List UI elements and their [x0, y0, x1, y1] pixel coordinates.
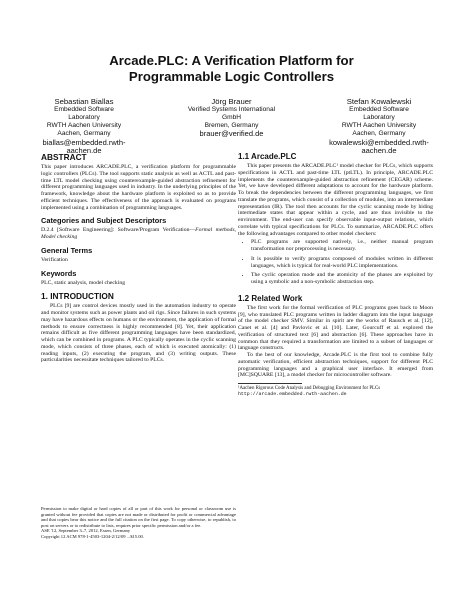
- author-affiliation: RWTH Aachen University: [341, 122, 417, 130]
- author-affiliation: Embedded Software: [349, 106, 409, 114]
- keywords-heading: Keywords: [41, 268, 77, 278]
- footnote: [238, 386, 433, 398]
- title-line-1: Arcade.PLC: A Verification Platform for: [109, 53, 354, 68]
- list-item: • PLC programs are supported natively, i.e., neither manual program transformation nor preprocessing is necessary.: [251, 239, 433, 253]
- author-affiliation: RWTH Aachen University: [46, 122, 122, 130]
- permission-notice: [41, 506, 236, 539]
- intro-heading: 1. INTRODUCTION: [41, 291, 114, 302]
- author-3: [309, 97, 449, 156]
- author-1: [14, 97, 154, 156]
- author-email: biallas@embedded.rwth-: [42, 137, 126, 147]
- author-email: aachen.de: [361, 146, 397, 156]
- author-email: kowalewski@embedded.rwth-: [329, 137, 429, 147]
- related-heading: 1.2 Related Work: [238, 293, 303, 303]
- terms-text: Verification: [41, 256, 68, 263]
- categories-text-a: D.2.4 [Software Engineering]: Software/Program Verification—: [41, 227, 196, 234]
- conference-info: ASE '12, September 3–7, 2012, Essen, Germany Copyright 12 ACM 978-1-4503-1204-2/12/09 ...$15.00.: [41, 528, 144, 539]
- arcade-paragraph: This paper presents the ARCADE.PLC¹ model checker for PLCs, which supports specifications in ACTL and past-time LTL (ptLTL). In principle, ARCADE.PLC implements the counterexample-guided abstraction refinement (CEGAR) scheme. Yet, we have developed different adaptations to account for the hardware platform. To break the dependencies between the different programming languages, we first translate the programs, which consist of a collection of modules, into an intermediate representation (IR). The tool then accounts for the cyclic scanning mode by hiding intermediate states that appear within a cycle, and are thus invisible to the environment. The end-user can specify observable input-output relations, which correlate with typical specifications for PLCs. To summarize, ARCADE.PLC offers the following advantages compared to other model checkers:: [238, 163, 433, 237]
- title-line-2: Programmable Logic Controllers: [128, 68, 335, 84]
- categories-heading: Categories and Subject Descriptors: [41, 216, 167, 226]
- footnote-rule: [238, 383, 302, 384]
- author-affiliation: Aachen, Germany: [352, 130, 406, 138]
- author-affiliation: Embedded Software: [54, 106, 114, 114]
- terms-heading: General Terms: [41, 245, 93, 255]
- author-affiliation: Laboratory: [68, 114, 100, 122]
- author-email: aachen.de: [66, 146, 102, 156]
- categories-text-b: Formal methods, Model checking: [41, 227, 236, 240]
- related-paragraph-2: To the best of our knowledge, Arcade.PLC is the first tool to combine fully automatic verification, efficient abstraction techniques, support for different PLC programming languages and a graphical user interface. It emerged from [MC]SQUARE [13], a model checker for microcontroller software.: [238, 352, 433, 379]
- related-paragraph-1: The first work for the formal verification of PLC programs goes back to Moon [9], who translated PLC programs written in ladder diagram into the input language of the model checker SMV. Similar in spirit are the works of Rausch et al. [12], Canet et al. [4] and Pavlovic et al. [10]. Later, Gourcuff et al. explored the verification of structured text [6] and abstraction [6]. These approaches have in common that they required a transformation are limited to a subset of languages or language constructs.: [238, 304, 433, 352]
- list-item: • It is possible to verify programs composed of modules written in different languages, which is typical for real-world PLC implementations.: [251, 256, 433, 270]
- footnote-url[interactable]: http://arcade.embedded.rwth-aachen.de: [238, 391, 347, 397]
- author-email: brauer@verified.de: [199, 129, 264, 139]
- author-affiliation: GmbH: [221, 114, 242, 122]
- right-column: [238, 152, 433, 398]
- author-name: Jörg Brauer: [211, 97, 252, 106]
- advantages-list: [238, 239, 433, 286]
- abstract-heading: ABSTRACT: [41, 152, 87, 162]
- keywords-text: PLC, static analysis, model checking: [41, 279, 126, 286]
- list-item: • The cyclic operation mode and the atomicity of the phases are exploited by using a symbolic and a non-symbolic abstraction step.: [251, 272, 433, 286]
- arcade-heading: 1.1 Arcade.PLC: [238, 152, 297, 161]
- author-name: Sebastian Biallas: [54, 97, 114, 106]
- paper-title: [0, 53, 463, 84]
- author-affiliation: Bremen, Germany: [204, 122, 259, 130]
- abstract-text: This paper introduces ARCADE.PLC, a verification platform for programmable logic controllers (PLCs). The tool supports static analysis as well as ACTL and past-time LTL model checking using counterexample-guided abstraction refinement for different programming languages used in industry. In the underlying principles of the framework, knowledge about the hardware platform is exploited so as to provide efficient techniques. The effectiveness of the approach is evaluated on programs implemented using a combination of programming languages.: [41, 164, 236, 211]
- intro-paragraph: PLCs [9] are control devices mostly used in the automation industry to operate and monitor systems such as power plants and oil rigs. Since failures in such systems may have hazardous effects on humans or the environment, the application of formal methods to ensure correctness is highly recommended [8]. Yet, their application remains difficult as five different programming languages have been standardized, which can be combined in programs. A PLC typically operates in the cyclic scanning mode, which consists of three phases, each of which is executed atomically: (1) reading inputs, (2) executing the program, and (3) writing outputs. These particularities necessitate techniques tailored to PLCs.: [41, 303, 236, 364]
- categories-text: [41, 227, 236, 241]
- permission-text: Permission to make digital or hard copies of all or part of this work for personal or classroom use is granted without fee provided that copies are not made or distributed for profit or commercial advantage and that copies bear this notice and the full citation on the first page. To copy otherwise, to republish, to post on servers or to redistribute to lists, requires prior specific permission and/or a fee.: [41, 506, 236, 528]
- author-affiliation: Verified Systems International: [187, 106, 276, 114]
- author-2: [162, 97, 302, 156]
- left-column: [41, 152, 236, 364]
- author-affiliation: Aachen, Germany: [57, 130, 111, 138]
- author-affiliation: Laboratory: [363, 114, 395, 122]
- author-name: Stefan Kowalewski: [346, 97, 412, 106]
- footnote-text: ¹Aachen Rigorous Code Analysis and Debugging Environment for PLCs: [238, 386, 381, 391]
- author-block: [14, 97, 449, 156]
